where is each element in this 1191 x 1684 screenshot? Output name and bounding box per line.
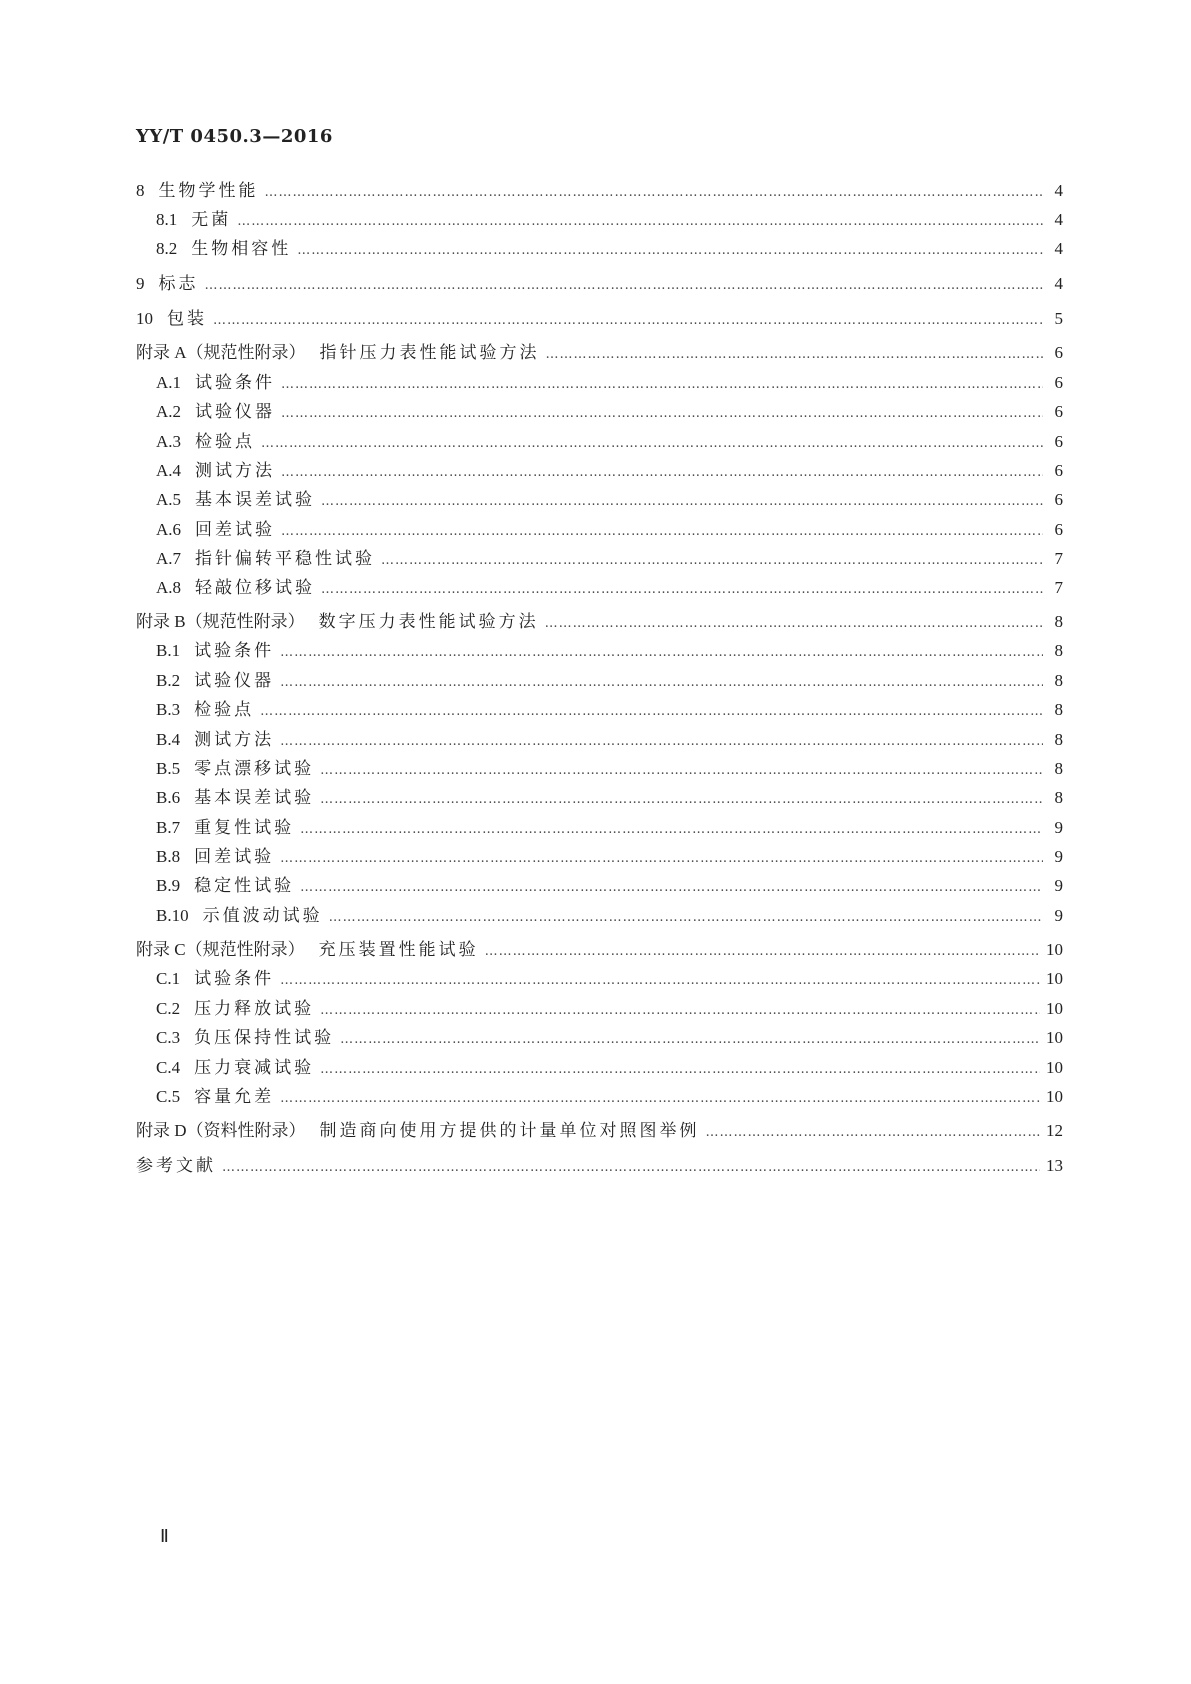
toc-entry-title: 检验点	[195, 432, 256, 452]
toc-leader-dots	[281, 401, 1043, 427]
toc-entry[interactable]	[136, 575, 1063, 601]
toc-leader-dots	[281, 519, 1043, 545]
toc-entry-page: 6	[1054, 461, 1063, 480]
toc-entry[interactable]	[136, 1084, 1063, 1110]
toc-entry-page: 8	[1054, 641, 1063, 660]
toc-leader-dots	[280, 846, 1043, 872]
toc-leader-dots	[222, 1155, 1040, 1181]
toc-leader-dots	[265, 180, 1044, 206]
toc-entry-title: 容量允差	[194, 1087, 275, 1107]
toc-entry[interactable]	[136, 844, 1063, 870]
toc-entry-page: 8	[1054, 788, 1063, 807]
toc-entry-title: 指针压力表性能试验方法	[319, 343, 540, 363]
toc-entry-number: A.2	[156, 402, 182, 421]
toc-entry[interactable]	[136, 609, 1063, 635]
toc-leader-dots	[300, 817, 1043, 843]
toc-entry-number: C.5	[156, 1087, 181, 1106]
toc-entry-title: 基本误差试验	[194, 788, 315, 808]
toc-leader-dots	[321, 489, 1043, 515]
toc-leader-dots	[381, 548, 1043, 574]
toc-entry-number: B.2	[156, 671, 181, 690]
toc-entry-title: 无菌	[191, 210, 232, 230]
toc-entry-number: 8	[136, 181, 145, 200]
toc-entry[interactable]	[136, 487, 1063, 513]
toc-entry-title: 标志	[158, 274, 199, 294]
toc-entry-number: B.7	[156, 818, 181, 837]
toc-entry-number: 附录 B（规范性附录）	[136, 612, 305, 631]
toc-entry-number: B.8	[156, 847, 181, 866]
toc-leader-dots	[237, 209, 1043, 235]
toc-entry-page: 6	[1054, 373, 1063, 392]
toc-entry-page: 6	[1054, 343, 1063, 362]
toc-entry-title: 生物相容性	[191, 239, 292, 259]
toc-entry-page: 8	[1054, 759, 1063, 778]
toc-entry-number: B.9	[156, 876, 181, 895]
toc-entry-page: 7	[1054, 578, 1063, 597]
toc-entry-page: 5	[1054, 309, 1063, 328]
toc-entry-title: 参考文献	[136, 1156, 216, 1176]
toc-entry[interactable]	[136, 306, 1063, 332]
toc-entry-page: 8	[1054, 700, 1063, 719]
toc-entry-number: A.6	[156, 520, 182, 539]
toc-entry-page: 6	[1054, 520, 1063, 539]
toc-entry-number: 附录 A（规范性附录）	[136, 343, 306, 362]
toc-leader-dots	[340, 1027, 1040, 1053]
toc-leader-dots	[329, 905, 1043, 931]
toc-entry[interactable]	[136, 1118, 1063, 1144]
toc-entry-page: 10	[1046, 969, 1063, 988]
toc-entry[interactable]	[136, 517, 1063, 543]
toc-entry-title: 制造商向使用方提供的计量单位对照图举例	[319, 1121, 700, 1141]
toc-entry-page: 9	[1054, 906, 1063, 925]
toc-entry[interactable]	[136, 727, 1063, 753]
toc-entry-page: 4	[1054, 274, 1063, 293]
toc-entry-title: 压力释放试验	[194, 999, 315, 1019]
toc-entry[interactable]	[136, 937, 1063, 963]
toc-entry[interactable]	[136, 1153, 1063, 1179]
toc-entry-page: 6	[1054, 490, 1063, 509]
toc-entry[interactable]	[136, 903, 1063, 929]
toc-entry[interactable]	[136, 546, 1063, 572]
toc-entry[interactable]	[136, 996, 1063, 1022]
toc-entry-page: 10	[1046, 1058, 1063, 1077]
toc-entry-title: 测试方法	[194, 730, 275, 750]
toc-entry-page: 12	[1046, 1121, 1063, 1140]
toc-entry-page: 4	[1054, 210, 1063, 229]
toc-entry-number: A.4	[156, 461, 182, 480]
toc-entry-number: C.3	[156, 1028, 181, 1047]
toc-leader-dots	[320, 998, 1040, 1024]
toc-entry[interactable]	[136, 697, 1063, 723]
toc-entry[interactable]	[136, 236, 1063, 262]
toc-leader-dots	[546, 342, 1043, 368]
toc-entry[interactable]	[136, 638, 1063, 664]
toc-entry[interactable]	[136, 1025, 1063, 1051]
toc-entry-page: 6	[1054, 432, 1063, 451]
toc-entry[interactable]	[136, 429, 1063, 455]
toc-entry[interactable]	[136, 785, 1063, 811]
toc-leader-dots	[320, 787, 1043, 813]
toc-entry[interactable]	[136, 340, 1063, 366]
toc-entry-title: 回差试验	[194, 847, 275, 867]
toc-entry-number: C.1	[156, 969, 181, 988]
toc-entry[interactable]	[136, 815, 1063, 841]
toc-entry-page: 13	[1046, 1156, 1063, 1175]
toc-entry-number: C.4	[156, 1058, 181, 1077]
toc-entry-title: 生物学性能	[158, 181, 259, 201]
toc-leader-dots	[320, 758, 1043, 784]
toc-entry-title: 示值波动试验	[202, 906, 323, 926]
toc-leader-dots	[205, 273, 1044, 299]
toc-entry-number: A.8	[156, 578, 182, 597]
toc-leader-dots	[213, 308, 1043, 334]
toc-entry-page: 6	[1054, 402, 1063, 421]
toc-leader-dots	[280, 1086, 1040, 1112]
toc-entry-page: 10	[1046, 1087, 1063, 1106]
toc-entry-page: 10	[1046, 940, 1063, 959]
toc-entry-title: 试验条件	[194, 969, 275, 989]
toc-entry-title: 测试方法	[195, 461, 276, 481]
toc-leader-dots	[280, 968, 1040, 994]
toc-entry-number: A.5	[156, 490, 182, 509]
toc-entry-page: 9	[1054, 847, 1063, 866]
toc-entry-page: 4	[1054, 239, 1063, 258]
toc-entry-title: 压力衰减试验	[194, 1058, 315, 1078]
toc-entry-number: 9	[136, 274, 145, 293]
toc-entry[interactable]	[136, 873, 1063, 899]
toc-entry-page: 9	[1054, 818, 1063, 837]
page-number: Ⅱ	[160, 1526, 169, 1546]
toc-leader-dots	[280, 729, 1043, 755]
toc-entry-page: 4	[1054, 181, 1063, 200]
toc-entry-page: 7	[1054, 549, 1063, 568]
toc-entry-title: 数字压力表性能试验方法	[318, 612, 539, 632]
toc-leader-dots	[297, 238, 1043, 264]
toc-entry-title: 包装	[167, 309, 207, 329]
toc-entry-title: 试验仪器	[195, 402, 276, 422]
toc-entry-title: 轻敲位移试验	[195, 578, 316, 598]
toc-entry-page: 10	[1046, 999, 1063, 1018]
toc-entry[interactable]	[136, 458, 1063, 484]
toc-entry[interactable]	[136, 399, 1063, 425]
toc-entry-title: 指针偏转平稳性试验	[195, 549, 376, 569]
toc-entry-number: B.4	[156, 730, 181, 749]
toc-entry[interactable]	[136, 370, 1063, 396]
toc-leader-dots	[280, 670, 1043, 696]
toc-entry-title: 基本误差试验	[195, 490, 316, 510]
toc-entry-number: A.7	[156, 549, 182, 568]
toc-leader-dots	[545, 611, 1043, 637]
toc-entry-title: 稳定性试验	[194, 876, 295, 896]
toc-leader-dots	[280, 640, 1043, 666]
toc-entry-title: 试验仪器	[194, 671, 275, 691]
toc-leader-dots	[321, 577, 1043, 603]
toc-entry-page: 8	[1054, 730, 1063, 749]
toc-entry-number: B.1	[156, 641, 181, 660]
toc-leader-dots	[706, 1120, 1040, 1146]
toc-entry-title: 充压装置性能试验	[318, 940, 479, 960]
toc-leader-dots	[281, 372, 1043, 398]
toc-leader-dots	[300, 875, 1043, 901]
toc-entry-title: 零点漂移试验	[194, 759, 315, 779]
toc-leader-dots	[260, 699, 1043, 725]
toc-entry[interactable]	[136, 178, 1063, 204]
toc-entry-number: 附录 D（资料性附录）	[136, 1121, 306, 1140]
toc-leader-dots	[281, 460, 1043, 486]
toc-entry-title: 回差试验	[195, 520, 276, 540]
toc-entry-number: C.2	[156, 999, 181, 1018]
toc-entry[interactable]	[136, 207, 1063, 233]
toc-entry-number: A.3	[156, 432, 182, 451]
document-code: YY/T 0450.3—2016	[136, 126, 333, 147]
toc-entry-number: B.3	[156, 700, 181, 719]
toc-leader-dots	[320, 1057, 1040, 1083]
toc-entry-number: B.10	[156, 906, 189, 925]
toc-entry-number: 10	[136, 309, 153, 328]
toc-entry-title: 重复性试验	[194, 818, 295, 838]
toc-entry[interactable]	[136, 966, 1063, 992]
toc-entry-number: 8.2	[156, 239, 178, 258]
toc-entry-number: 8.1	[156, 210, 178, 229]
table-of-contents	[136, 178, 1063, 1278]
toc-entry-number: A.1	[156, 373, 182, 392]
toc-entry-title: 试验条件	[195, 373, 276, 393]
toc-entry-title: 检验点	[194, 700, 255, 720]
toc-entry[interactable]	[136, 271, 1063, 297]
toc-entry-page: 8	[1054, 671, 1063, 690]
toc-entry[interactable]	[136, 756, 1063, 782]
toc-entry-page: 10	[1046, 1028, 1063, 1047]
toc-entry-page: 8	[1054, 612, 1063, 631]
toc-entry[interactable]	[136, 1055, 1063, 1081]
toc-entry-number: B.6	[156, 788, 181, 807]
toc-leader-dots	[261, 431, 1043, 457]
toc-entry[interactable]	[136, 668, 1063, 694]
toc-leader-dots	[485, 939, 1040, 965]
toc-entry-title: 试验条件	[194, 641, 275, 661]
toc-entry-title: 负压保持性试验	[194, 1028, 335, 1048]
toc-entry-page: 9	[1054, 876, 1063, 895]
toc-entry-number: B.5	[156, 759, 181, 778]
toc-entry-number: 附录 C（规范性附录）	[136, 940, 305, 959]
